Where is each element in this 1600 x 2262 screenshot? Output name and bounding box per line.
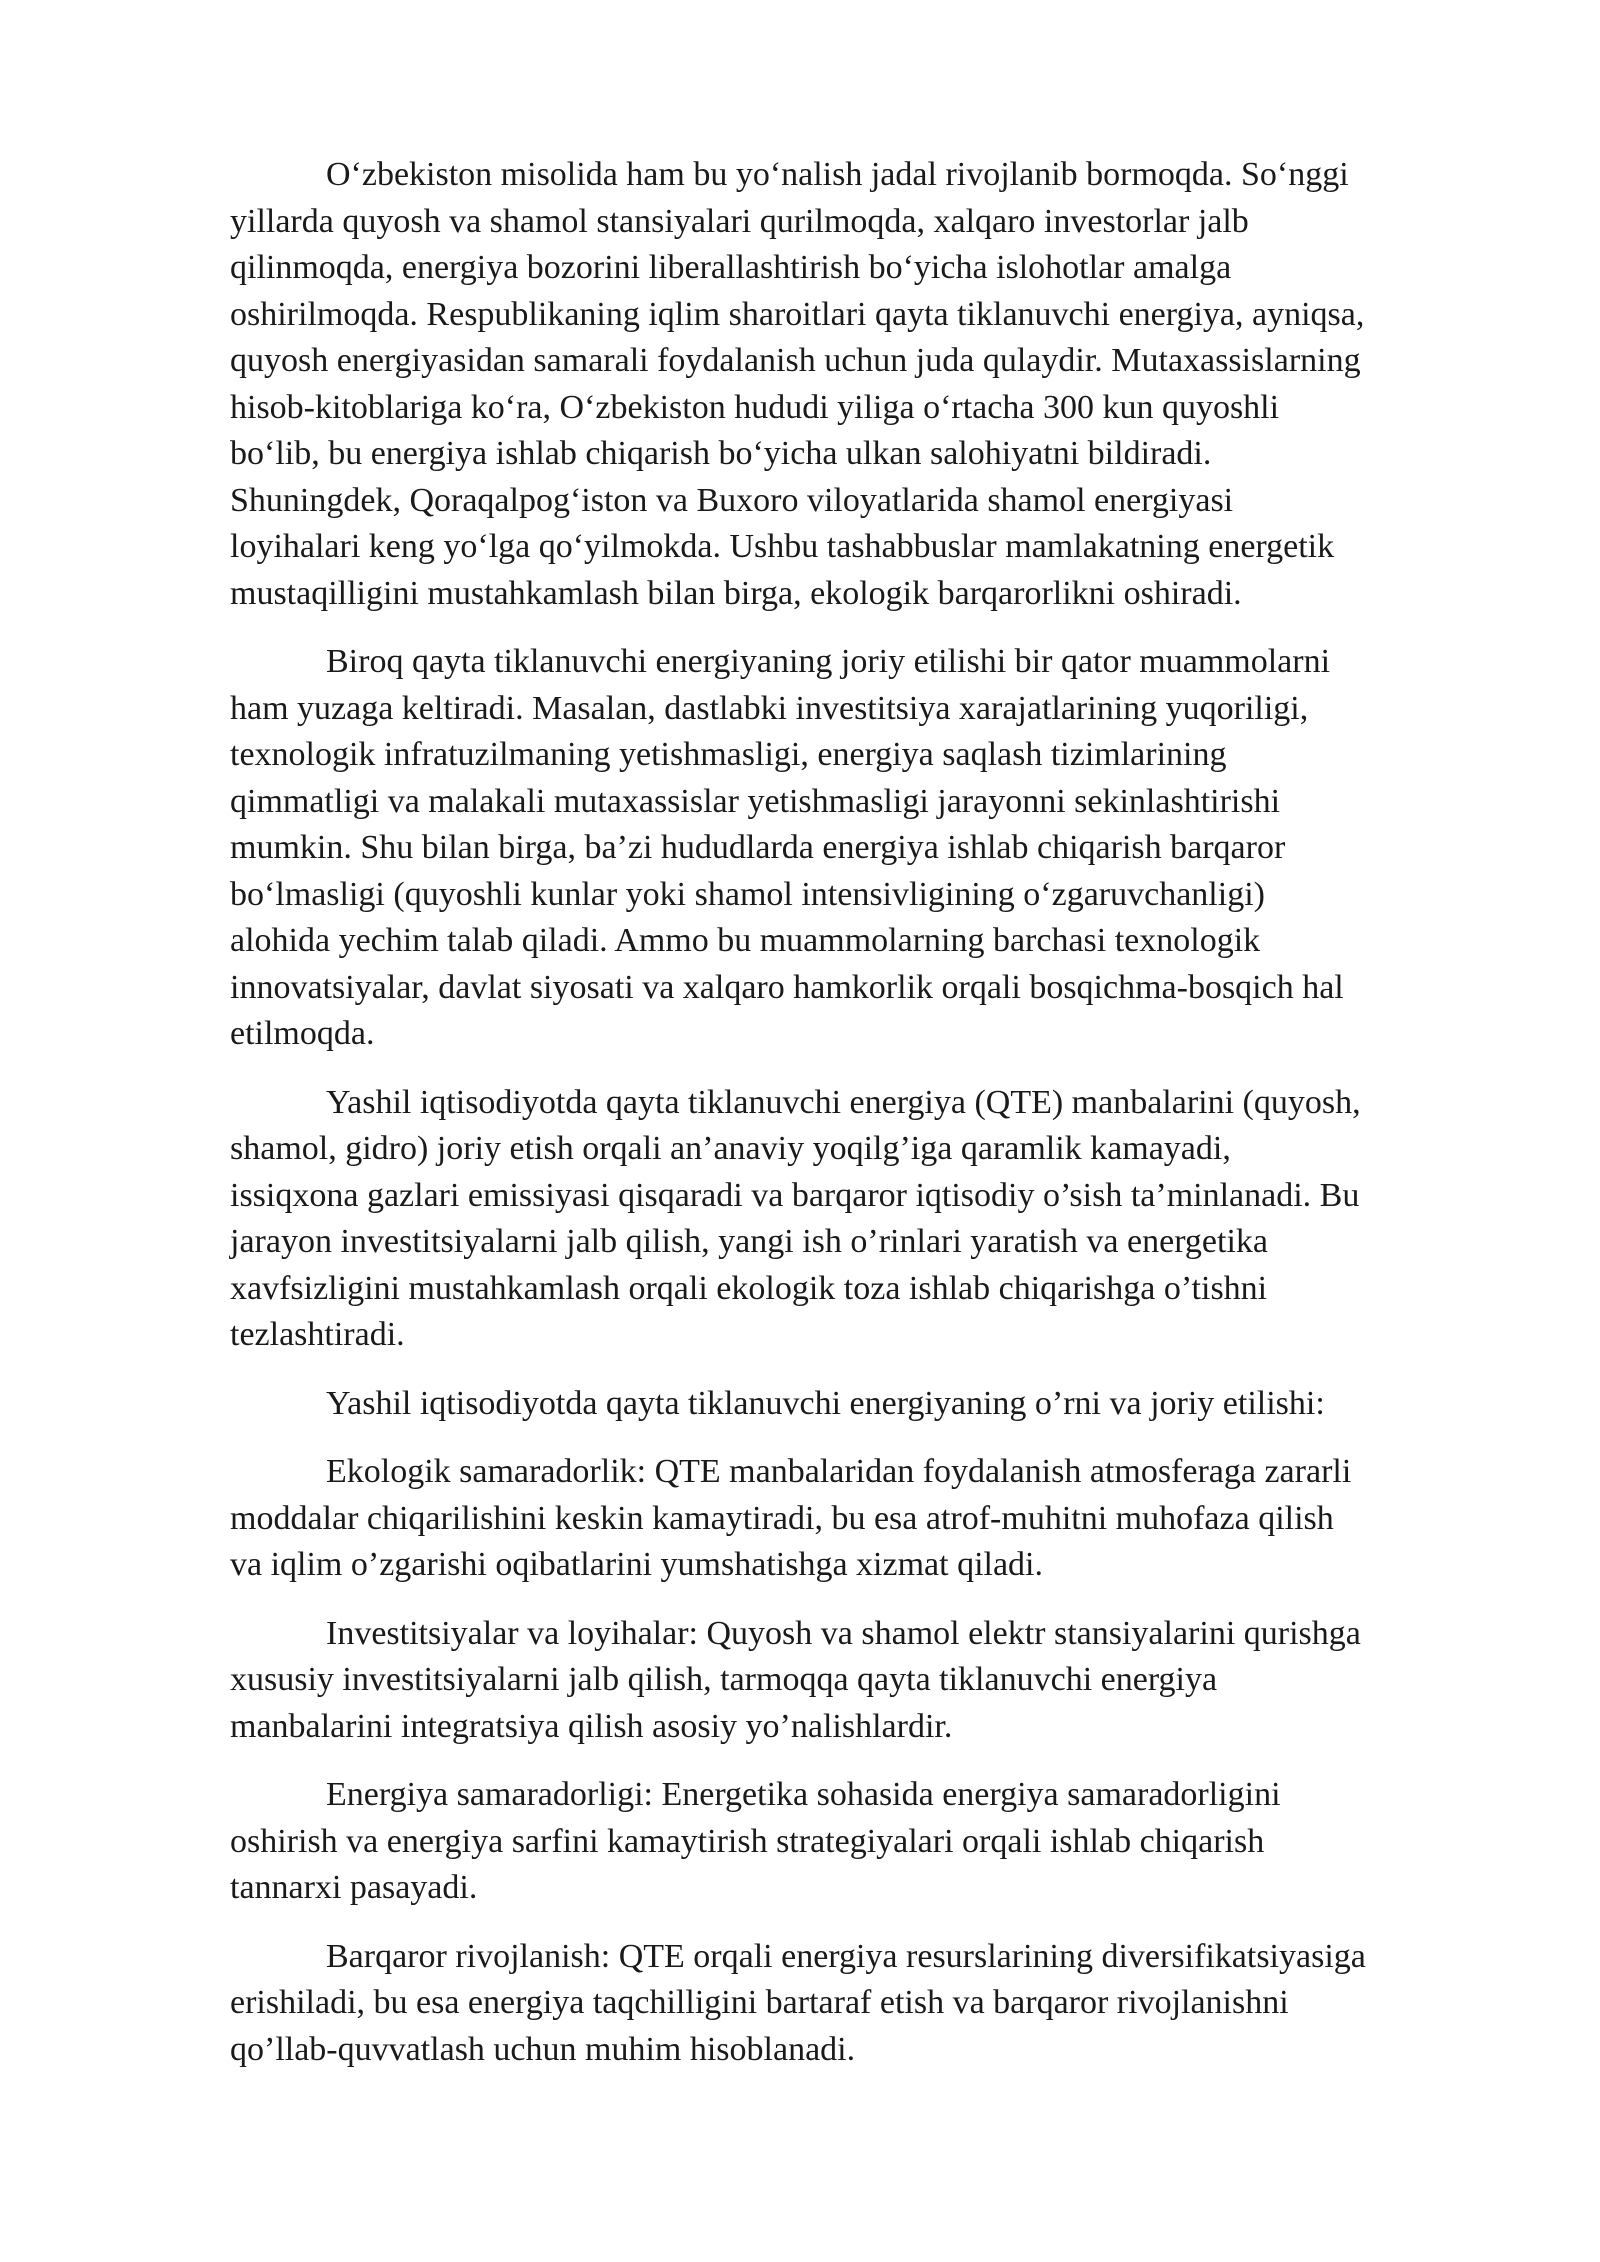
paragraph-ecological-efficiency [230,1449,1500,1589]
text-line: xavfsizligini mustahkamlash orqali ekologik toza ishlab chiqarishga o’tishni [230,1269,1268,1307]
text-line: qo’llab-quvvatlash uchun muhim hisoblanadi. [230,2030,856,2068]
text-line: mustaqilligini mustahkamlash bilan birga, ekologik barqarorlikni oshiradi. [230,574,1242,612]
text-line: va iqlim o’zgarishi oqibatlarini yumshatishga xizmat qiladi. [230,1546,1043,1583]
text-line: alohida yechim talab qiladi. Ammo bu muammolarning barchasi texnologik [230,922,1261,959]
paragraph-green-economy [230,1080,1500,1359]
text-line: loyihalari keng yo‘lga qo‘yilmokda. Ushbu tashabbuslar mamlakatning energetik [230,528,1335,565]
text-line: shamol, gidro) joriy etish orqali an’anaviy yoqilg’iga qaramlik kamayadi, [230,1130,1231,1167]
text-line: qimmatligi va malakali mutaxassislar yetishmasligi jarayonni sekinlashtirishi [230,782,1281,820]
paragraph-sustainable-development [230,1934,1500,2074]
document-body [230,152,1500,2095]
paragraph-uzbekistan-progress [230,152,1500,617]
text-line: Barqaror rivojlanish: QTE orqali energiya resurslarining diversifikatsiyasiga [326,1937,1366,1975]
text-line: bo‘lmasligi (quyoshli kunlar yoki shamol intensivligining o‘zgaruvchanligi) [230,875,1265,913]
text-line: Investitsiyalar va loyihalar: Quyosh va shamol elektr stansiyalarini qurishga [326,1614,1361,1652]
text-line: erishiladi, bu esa energiya taqchilligini bartaraf etish va barqaror rivojlanishni [230,1984,1289,2021]
text-line: Biroq qayta tiklanuvchi energiyaning joriy etilishi bir qator muammolarni [326,643,1331,680]
text-line: moddalar chiqarilishini keskin kamaytiradi, bu esa atrof-muhitni muhofaza qilish [230,1499,1334,1537]
text-line: Ekologik samaradorlik: QTE manbalaridan foydalanish atmosferaga zararli [326,1453,1352,1490]
paragraph-role-heading [230,1381,1500,1428]
paragraph-challenges [230,639,1500,1058]
text-line: issiqxona gazlari emissiyasi qisqaradi va barqaror iqtisodiy o’sish ta’minlanadi. Bu [230,1176,1360,1214]
text-line: innovatsiyalar, davlat siyosati va xalqaro hamkorlik orqali bosqichma-bosqich hal [230,968,1344,1006]
text-line: ham yuzaga keltiradi. Masalan, dastlabki investitsiya xarajatlarining yuqoriligi, [230,689,1309,727]
text-line: hisob-kitoblariga ko‘ra, O‘zbekiston hududi yiliga o‘rtacha 300 kun quyoshli [230,388,1280,426]
text-line: yillarda quyosh va shamol stansiyalari qurilmoqda, xalqaro investorlar jalb [230,202,1249,240]
text-line: Energiya samaradorligi: Energetika sohasida energiya samaradorligini [326,1776,1281,1813]
text-line: texnologik infratuzilmaning yetishmasligi, energiya saqlash tizimlarining [230,736,1227,773]
text-line: Yashil iqtisodiyotda qayta tiklanuvchi energiya (QTE) manbalarini (quyosh, [326,1083,1361,1121]
text-line: tannarxi pasayadi. [230,1869,478,1906]
text-line: mumkin. Shu bilan birga, ba’zi hududlarda energiya ishlab chiqarish barqaror [230,829,1286,866]
paragraph-energy-efficiency [230,1772,1500,1912]
text-line: etilmoqda. [230,1015,375,1052]
text-line: xususiy investitsiyalarni jalb qilish, tarmoqqa qayta tiklanuvchi energiya [230,1661,1218,1698]
text-line: bo‘lib, bu energiya ishlab chiqarish bo‘yicha ulkan salohiyatni bildiradi. [230,435,1212,472]
text-line: oshirilmoqda. Respublikaning iqlim sharoitlari qayta tiklanuvchi energiya, ayniqsa, [230,295,1365,333]
text-line: quyosh energiyasidan samarali foydalanish uchun juda qulaydir. Mutaxassislarning [230,342,1361,379]
text-line: Yashil iqtisodiyotda qayta tiklanuvchi energiyaning o’rni va joriy etilishi: [326,1384,1325,1422]
text-line: tezlashtiradi. [230,1316,405,1353]
text-line: qilinmoqda, energiya bozorini liberallashtirish bo‘yicha islohotlar amalga [230,249,1232,286]
text-line: oshirish va energiya sarfini kamaytirish strategiyalari orqali ishlab chiqarish [230,1822,1265,1860]
text-line: jarayon investitsiyalarni jalb qilish, yangi ish o’rinlari yaratish va energetika [230,1223,1268,1260]
paragraph-investments [230,1611,1500,1751]
text-line: Shuningdek, Qoraqalpog‘iston va Buxoro viloyatlarida shamol energiyasi [230,481,1234,519]
text-line: O‘zbekiston misolida ham bu yo‘nalish jadal rivojlanib bormoqda. So‘nggi [326,156,1349,193]
text-line: manbalarini integratsiya qilish asosiy yo’nalishlardir. [230,1707,953,1745]
